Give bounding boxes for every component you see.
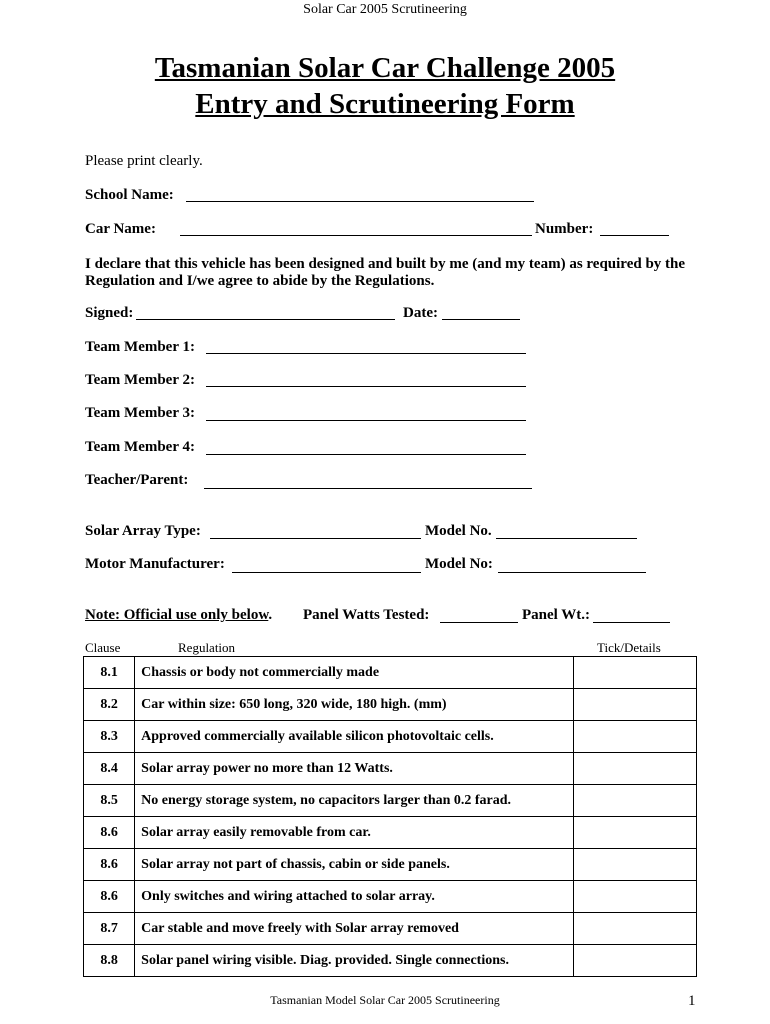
clause-cell: 8.5 bbox=[84, 785, 135, 817]
clause-cell: 8.1 bbox=[84, 657, 135, 689]
team-member-3-field[interactable] bbox=[206, 420, 526, 421]
tick-details-cell[interactable] bbox=[573, 817, 696, 849]
solar-array-type-label: Solar Array Type: bbox=[85, 523, 201, 539]
panel-wt-field[interactable] bbox=[593, 622, 670, 623]
regulation-cell: Car within size: 650 long, 320 wide, 180 high. (mm) bbox=[135, 689, 573, 721]
clause-cell: 8.4 bbox=[84, 753, 135, 785]
official-use-note-end: . bbox=[268, 607, 273, 623]
model-no-1-label: Model No. bbox=[425, 523, 492, 539]
panel-wt-label: Panel Wt.: bbox=[522, 607, 591, 623]
clause-cell: 8.6 bbox=[84, 817, 135, 849]
regulation-cell: Approved commercially available silicon photovoltaic cells. bbox=[135, 721, 573, 753]
tick-details-cell[interactable] bbox=[573, 913, 696, 945]
tick-details-cell[interactable] bbox=[573, 849, 696, 881]
school-name-label: School Name: bbox=[85, 187, 174, 203]
tick-details-cell[interactable] bbox=[573, 753, 696, 785]
signed-label: Signed: bbox=[85, 305, 134, 321]
tick-details-cell[interactable] bbox=[573, 881, 696, 913]
table-row bbox=[84, 753, 697, 785]
instruction-text: Please print clearly. bbox=[85, 153, 203, 169]
motor-manufacturer-label: Motor Manufacturer: bbox=[85, 556, 225, 572]
page-header: Solar Car 2005 Scrutineering bbox=[303, 2, 467, 17]
official-use-note-text: Note: Official use only below bbox=[85, 607, 269, 623]
teacher-parent-label: Teacher/Parent: bbox=[85, 472, 189, 488]
teacher-parent-field[interactable] bbox=[204, 488, 532, 489]
regulation-column-header: Regulation bbox=[178, 640, 236, 655]
table-row bbox=[84, 785, 697, 817]
clause-cell: 8.3 bbox=[84, 721, 135, 753]
official-use-note bbox=[85, 607, 272, 624]
regulation-cell: Solar panel wiring visible. Diag. provided. Single connections. bbox=[135, 945, 573, 977]
car-name-label: Car Name: bbox=[85, 221, 156, 237]
clause-column-header: Clause bbox=[85, 640, 121, 655]
date-label: Date: bbox=[403, 305, 438, 321]
page-number: 1 bbox=[688, 993, 696, 1009]
car-name-field[interactable] bbox=[180, 235, 532, 236]
model-no-2-field[interactable] bbox=[498, 572, 646, 573]
table-row bbox=[84, 817, 697, 849]
tick-details-cell[interactable] bbox=[573, 657, 696, 689]
motor-manufacturer-field[interactable] bbox=[232, 572, 421, 573]
regulation-cell: Solar array power no more than 12 Watts. bbox=[135, 753, 573, 785]
regulation-cell: Chassis or body not commercially made bbox=[135, 657, 573, 689]
page-footer: Tasmanian Model Solar Car 2005 Scrutineering bbox=[270, 993, 500, 1007]
team-member-2-field[interactable] bbox=[206, 386, 526, 387]
clause-cell: 8.7 bbox=[84, 913, 135, 945]
tick-details-cell[interactable] bbox=[573, 689, 696, 721]
model-no-1-field[interactable] bbox=[496, 538, 637, 539]
form-subtitle: Entry and Scrutineering Form bbox=[195, 88, 575, 120]
clause-cell: 8.6 bbox=[84, 849, 135, 881]
number-label: Number: bbox=[535, 221, 594, 237]
team-member-1-field[interactable] bbox=[206, 353, 526, 354]
solar-array-type-field[interactable] bbox=[210, 538, 421, 539]
table-row bbox=[84, 881, 697, 913]
panel-watts-field[interactable] bbox=[440, 622, 518, 623]
table-row bbox=[84, 849, 697, 881]
team-member-1-label: Team Member 1: bbox=[85, 339, 195, 355]
model-no-2-label: Model No: bbox=[425, 556, 493, 572]
team-member-4-field[interactable] bbox=[206, 454, 526, 455]
clause-cell: 8.2 bbox=[84, 689, 135, 721]
table-row bbox=[84, 721, 697, 753]
clause-cell: 8.8 bbox=[84, 945, 135, 977]
table-row bbox=[84, 945, 697, 977]
clause-cell: 8.6 bbox=[84, 881, 135, 913]
tick-details-cell[interactable] bbox=[573, 721, 696, 753]
signed-field[interactable] bbox=[136, 319, 395, 320]
regulation-cell: Car stable and move freely with Solar array removed bbox=[135, 913, 573, 945]
tick-details-cell[interactable] bbox=[573, 785, 696, 817]
scrutineering-table bbox=[83, 656, 697, 977]
school-name-field[interactable] bbox=[186, 201, 534, 202]
number-field[interactable] bbox=[600, 235, 669, 236]
team-member-3-label: Team Member 3: bbox=[85, 405, 195, 421]
table-row bbox=[84, 657, 697, 689]
form-title: Tasmanian Solar Car Challenge 2005 bbox=[154, 52, 616, 84]
regulation-cell: No energy storage system, no capacitors larger than 0.2 farad. bbox=[135, 785, 573, 817]
regulation-cell: Only switches and wiring attached to solar array. bbox=[135, 881, 573, 913]
tick-details-cell[interactable] bbox=[573, 945, 696, 977]
declaration-text: I declare that this vehicle has been designed and built by me (and my team) as required by the Regulation and I/we agree to abide by the Regulations. bbox=[85, 256, 686, 289]
table-row bbox=[84, 913, 697, 945]
table-row bbox=[84, 689, 697, 721]
tick-details-column-header: Tick/Details bbox=[597, 640, 661, 655]
regulation-cell: Solar array not part of chassis, cabin or side panels. bbox=[135, 849, 573, 881]
team-member-2-label: Team Member 2: bbox=[85, 372, 195, 388]
date-field[interactable] bbox=[442, 319, 520, 320]
regulation-cell: Solar array easily removable from car. bbox=[135, 817, 573, 849]
panel-watts-label: Panel Watts Tested: bbox=[303, 607, 430, 623]
team-member-4-label: Team Member 4: bbox=[85, 439, 195, 455]
